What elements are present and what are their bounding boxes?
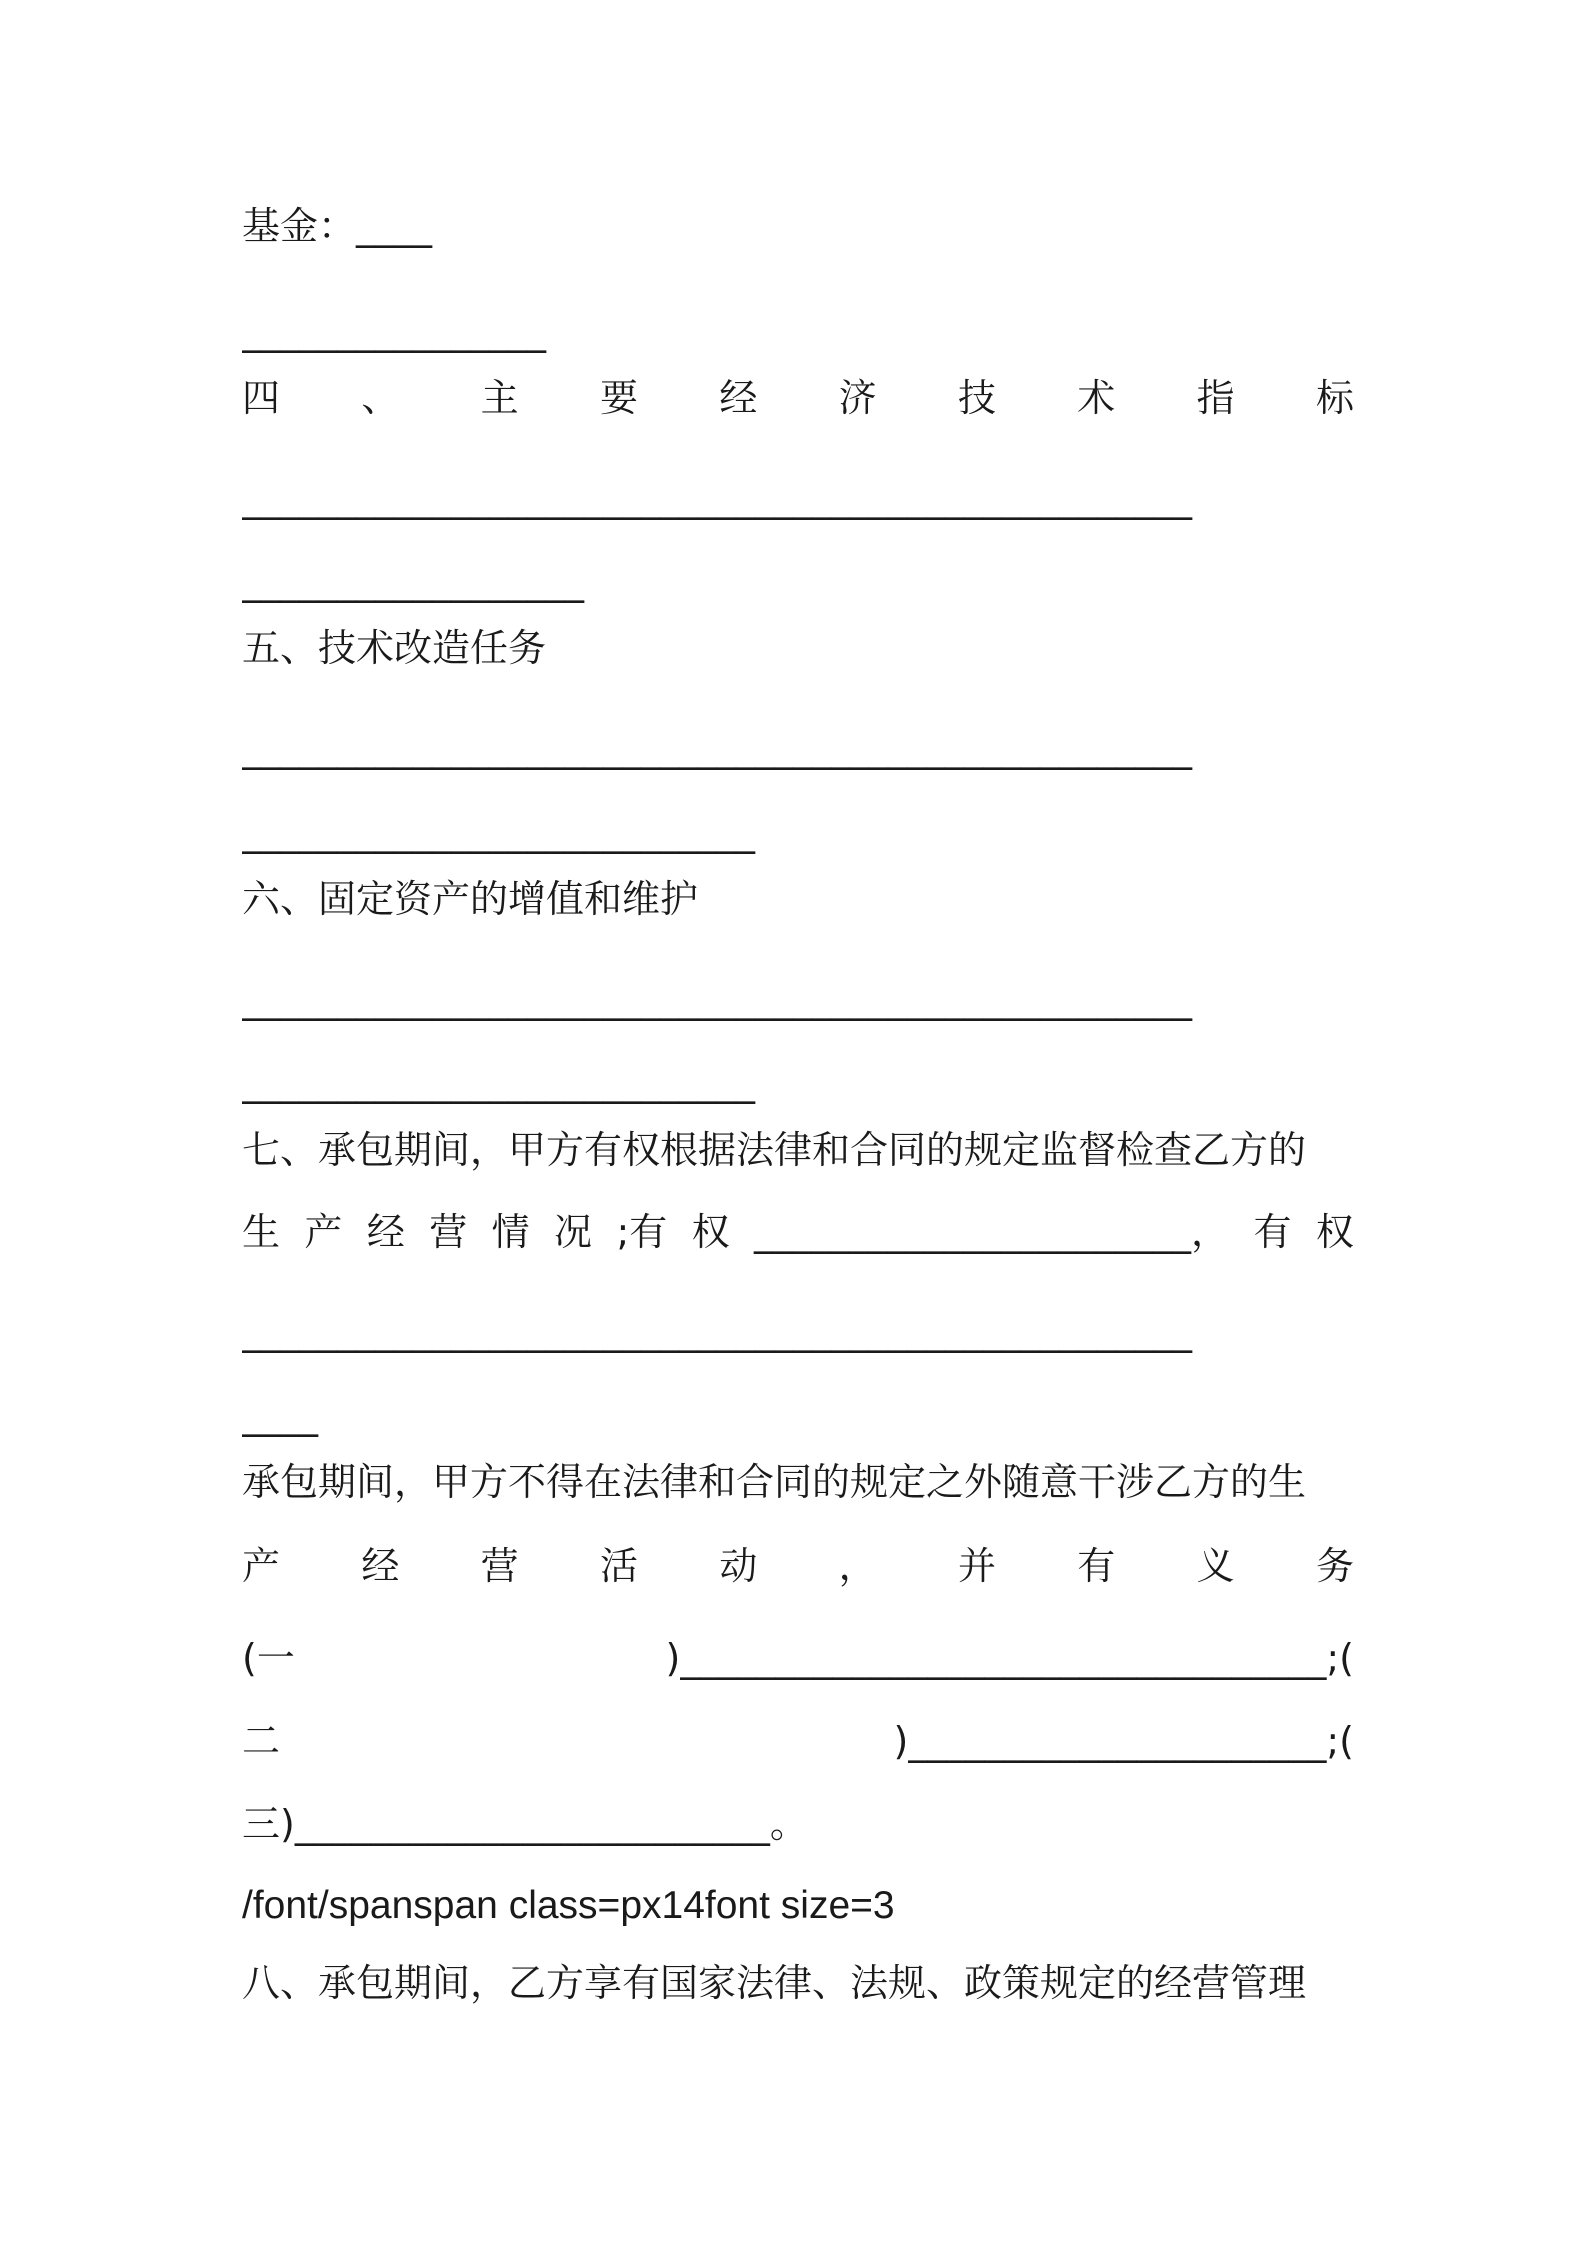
heading-char: 四 xyxy=(242,376,281,420)
text-char: ， xyxy=(838,1544,877,1588)
heading-char: 技 xyxy=(957,376,996,420)
item-blank: )__________________________________;( xyxy=(665,1636,1354,1680)
text-segment: 况 xyxy=(554,1210,593,1254)
text-segment: 经 xyxy=(366,1210,405,1254)
text-segment: 权 xyxy=(691,1210,730,1254)
section-8-text: 八、承包期间，乙方享有国家法律、法规、政策规定的经营管理 xyxy=(242,1961,1307,2005)
text-char: 动 xyxy=(719,1544,758,1588)
heading-char: 指 xyxy=(1196,376,1235,420)
obligation-line xyxy=(242,1540,1354,1592)
section-6-heading: 六、固定资产的增值和维护 xyxy=(242,877,699,921)
text-segment: 营 xyxy=(429,1210,468,1254)
text-char: 义 xyxy=(1196,1544,1235,1588)
section-7-rights-line xyxy=(242,1206,1354,1258)
heading-char: 经 xyxy=(719,376,758,420)
heading-char: 济 xyxy=(838,376,877,420)
item-label: (一 xyxy=(242,1636,295,1680)
blank-line: ___________________________ xyxy=(242,1060,755,1104)
text-char: 务 xyxy=(1315,1544,1354,1588)
blank-line: __________________________________________________ xyxy=(242,726,1192,770)
blank-line: ________________ xyxy=(242,309,546,353)
blank-line: __________________________________________________ xyxy=(242,476,1192,520)
blank-segment: _______________________， xyxy=(754,1210,1230,1254)
contract-text: 承包期间，甲方不得在法律和合同的规定之外随意干涉乙方的生 xyxy=(242,1460,1307,1504)
text-char: 有 xyxy=(1077,1544,1116,1588)
text-char: 产 xyxy=(242,1544,281,1588)
heading-char: 术 xyxy=(1077,376,1116,420)
stray-markup-text: /font/spanspan class=px14font size=3 xyxy=(242,1884,895,1927)
item-blank: )______________________;( xyxy=(893,1719,1354,1763)
obligation-item-2 xyxy=(242,1715,1354,1767)
text-segment: 产 xyxy=(304,1210,343,1254)
text-char: 活 xyxy=(599,1544,638,1588)
blank-line: __________________ xyxy=(242,559,584,603)
heading-char: 要 xyxy=(599,376,638,420)
section-5-heading: 五、技术改造任务 xyxy=(242,626,547,670)
section-4-heading xyxy=(242,372,1354,424)
text-char: 营 xyxy=(480,1544,519,1588)
blank-line: __________________________________________________ xyxy=(242,977,1192,1021)
obligation-item-3: 三)_________________________。 xyxy=(242,1802,808,1846)
heading-char: 标 xyxy=(1315,376,1354,420)
text-segment: 权 xyxy=(1315,1210,1354,1254)
heading-char: 主 xyxy=(480,376,519,420)
text-segment: 有 xyxy=(1253,1210,1292,1254)
blank-line: ____ xyxy=(242,1393,318,1437)
section-7-text: 七、承包期间，甲方有权根据法律和合同的规定监督检查乙方的 xyxy=(242,1128,1307,1172)
text-segment: ;有 xyxy=(616,1210,668,1254)
blank-line: __________________________________________________ xyxy=(242,1309,1192,1353)
obligation-item-1 xyxy=(242,1632,1354,1684)
text-segment: 生 xyxy=(242,1210,281,1254)
blank-line: ___________________________ xyxy=(242,810,755,854)
item-label: 二 xyxy=(242,1719,281,1763)
fund-line: 基金：____ xyxy=(242,204,433,248)
heading-char: 、 xyxy=(361,376,400,420)
text-segment: 情 xyxy=(491,1210,530,1254)
text-char: 并 xyxy=(957,1544,996,1588)
text-char: 经 xyxy=(361,1544,400,1588)
